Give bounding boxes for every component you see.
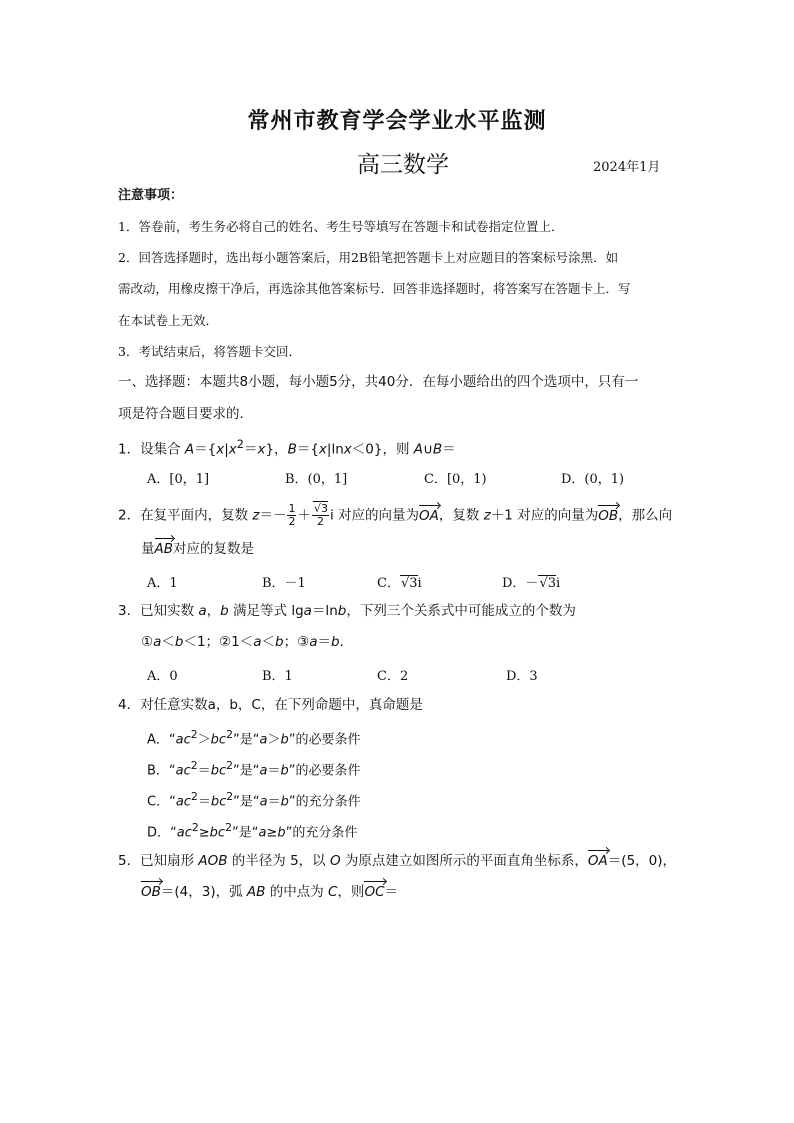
question-2-option-a: A．1 bbox=[147, 576, 178, 591]
question-1-number: 1． bbox=[118, 441, 141, 458]
fraction-root3-half: $\frac{√3}{2}$ bbox=[313, 502, 328, 528]
question-1-stem: 1．设集合 $A=\{x|x^2=x\}$，B＝{x|lnx＜0}，则 A∪B＝ bbox=[118, 438, 456, 458]
note-item-1: 1．答卷前，考生务必将自己的姓名、考生号等填写在答题卡和试卷指定位置上． bbox=[118, 219, 564, 234]
question-3-option-b: B．1 bbox=[262, 669, 293, 684]
exam-subtitle: 高三数学 bbox=[357, 152, 449, 178]
note-item-2-line-2: 需改动，用橡皮擦干净后，再选涂其他答案标号．回答非选择题时，将答案写在答题卡上．写 bbox=[118, 281, 631, 296]
question-5-stem-line-2: OB＝(4，3)，弧 AB 的中点为 C，则OC＝ bbox=[141, 884, 398, 900]
question-3-number: 3． bbox=[118, 603, 141, 619]
question-5-number: 5． bbox=[118, 853, 141, 869]
question-2-option-d: D．－√3i bbox=[502, 576, 561, 591]
question-3-stem-line-1: 3．已知实数 a，b 满足等式 lga＝lnb，下列三个关系式中可能成立的个数为 bbox=[118, 603, 576, 619]
question-3-option-d: D．3 bbox=[506, 669, 538, 684]
question-4-option-b: B．“$ac^2=bc^2$”是“a＝b”的必要条件 bbox=[147, 759, 361, 779]
fraction-one-half: $\frac{1}{2}$ bbox=[288, 502, 296, 528]
question-3-option-a: A．0 bbox=[147, 669, 178, 684]
note-item-2-line-3: 在本试卷上无效． bbox=[118, 313, 219, 328]
question-2-option-c: C．√3i bbox=[377, 576, 422, 591]
exam-date: 2024年1月 bbox=[593, 160, 661, 175]
question-2-stem-line-1: 2．在复平面内，复数 z＝－ $\frac{1}{2}$ ＋ $\frac{√3}{2}$ i 对应的向量为OA，复数 z＋1 对应的向量为OB，那么向 bbox=[118, 502, 673, 528]
question-1-option-d: D．(0，1) bbox=[561, 472, 625, 487]
question-4-stem-text: 对任意实数a，b，C，在下列命题中，真命题是 bbox=[140, 697, 423, 713]
note-item-2-line-1: 2．回答选择题时，选出每小题答案后，用2B铅笔把答题卡上对应题目的答案标号涂黑．如 bbox=[118, 250, 619, 265]
question-3-stem-line-2: ①a＜b＜1；②1＜a＜b；③a＝b． bbox=[141, 634, 354, 650]
exam-title: 常州市教育学会学业水平监测 bbox=[247, 109, 547, 134]
question-1-option-b: B．(0，1] bbox=[285, 472, 348, 487]
note-item-3: 3．考试结束后，将答题卡交回． bbox=[118, 344, 301, 359]
question-1-option-a: A．[0，1] bbox=[147, 472, 210, 487]
question-2-option-b: B．－1 bbox=[262, 576, 306, 591]
question-4-stem bbox=[118, 697, 423, 713]
question-4-option-c: C．“$ac^2=bc^2$”是“a＝b”的充分条件 bbox=[147, 790, 361, 810]
notes-heading: 注意事项： bbox=[118, 188, 184, 203]
question-3-option-c: C．2 bbox=[377, 669, 409, 684]
question-5-stem-line-1: 5．已知扇形 AOB 的半径为 5，以 O 为原点建立如图所示的平面直角坐标系，OA＝(5，0)， bbox=[118, 853, 677, 869]
question-2-number: 2． bbox=[118, 507, 141, 524]
section-heading-line-1: 一、选择题：本题共8小题，每小题5分，共40分．在每小题给出的四个选项中，只有一 bbox=[118, 374, 639, 390]
question-1-option-c: C．[0，1) bbox=[424, 472, 487, 487]
question-4-option-d: D．“$ac^2\ge bc^2$”是“a≥b”的充分条件 bbox=[147, 821, 358, 841]
question-4-number: 4． bbox=[118, 697, 141, 713]
question-2-stem-line-2: 量AB对应的复数是 bbox=[141, 541, 254, 557]
question-4-option-a: A．“$ac^2>bc^2$”是“a＞b”的必要条件 bbox=[147, 728, 361, 748]
section-heading-line-2: 项是符合题目要求的． bbox=[118, 406, 253, 422]
